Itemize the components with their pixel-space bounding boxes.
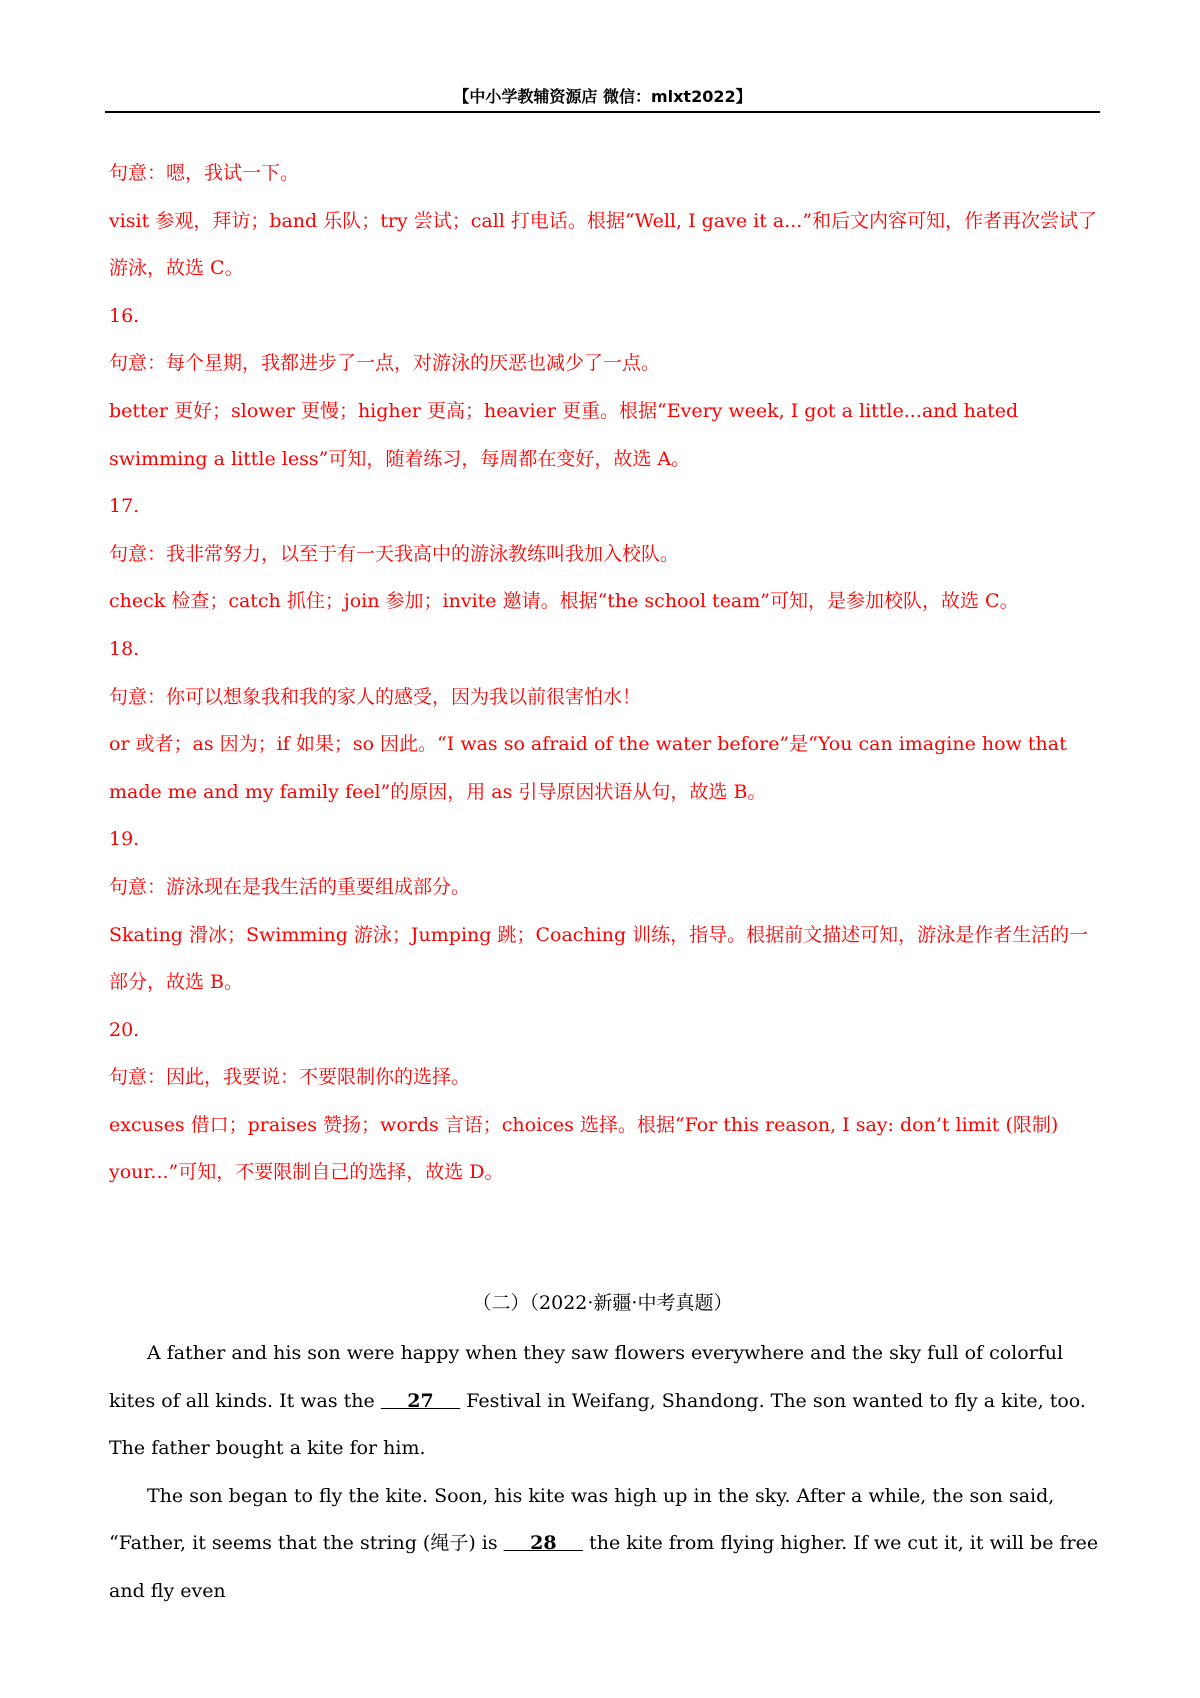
passage-text: Festival in Weifang, Shandong. The son wanted to fly a kite, too. The father bought a kite for him.	[109, 1389, 1086, 1460]
answer-line: or 或者；as 因为；if 如果；so 因此。“I was so afraid of the water before”是“You can imagine how that made me and my family feel”的原因，用 as 引导原因状语从句，故选 B。	[109, 733, 1067, 803]
section-title: （二）（2022·新疆·中考真题）	[472, 1292, 733, 1314]
answer-line: Skating 滑冰；Swimming 游泳；Jumping 跳；Coaching 训练，指导。根据前文描述可知，游泳是作者生活的一部分，故选 B。	[109, 923, 1089, 994]
answer-line: 句意：游泳现在是我生活的重要组成部分。	[109, 875, 471, 898]
answer-line: check 检查；catch 抓住；join 参加；invite 邀请。根据“the school team”可知，是参加校队，故选 C。	[109, 590, 1019, 613]
blank-27: 27	[380, 1389, 461, 1412]
passage-text: The son began to fly the kite. Soon, his kite was high up in the sky. After a while, the son said, “Father, it seems that the string (绳子) is	[109, 1484, 1055, 1555]
answer-line: 句意：我非常努力，以至于有一天我高中的游泳教练叫我加入校队。	[109, 542, 680, 565]
passage-paragraph	[109, 1473, 1099, 1616]
question-number: 19.	[109, 828, 140, 851]
answer-line: 句意：你可以想象我和我的家人的感受，因为我以前很害怕水！	[109, 685, 642, 708]
passage-text: A father and his son were happy when they saw flowers everywhere and the sky full of colorful kites of all kinds. It was the	[109, 1342, 1064, 1412]
answer-line: better 更好；slower 更慢；higher 更高；heavier 更重。根据“Every week, I got a little...and hated swimming a little less”可知，随着练习，每周都在变好，故选 A。	[109, 399, 1019, 470]
question-number: 20.	[109, 1018, 140, 1041]
reading-passage	[109, 1330, 1099, 1616]
question-number: 16.	[109, 304, 140, 327]
answer-line: visit 参观，拜访；band 乐队；try 尝试；call 打电话。根据“Well, I gave it a...”和后文内容可知，作者再次尝试了游泳，故选 C。	[109, 209, 1098, 280]
passage-paragraph	[109, 1330, 1099, 1473]
answer-line: excuses 借口；praises 赞扬；words 言语；choices 选择。根据“For this reason, I say: don’t limit (限制) your...”可知，不要限制自己的选择，故选 D。	[109, 1113, 1059, 1184]
answer-line: 句意：嗯，我试一下。	[109, 162, 300, 184]
passage-text: the kite from flying higher. If we cut it, it will be free and fly even	[109, 1532, 1099, 1602]
answer-explanations	[109, 150, 1099, 1197]
question-number: 18.	[109, 637, 140, 660]
answer-line: 句意：因此，我要说：不要限制你的选择。	[109, 1066, 471, 1089]
question-number: 17.	[109, 495, 140, 518]
header-divider	[105, 111, 1100, 113]
answer-line: 句意：每个星期，我都进步了一点，对游泳的厌恶也减少了一点。	[109, 352, 661, 375]
page-header: 【中小学教辅资源店 微信：mlxt2022】	[453, 87, 752, 106]
blank-28: 28	[503, 1532, 584, 1555]
